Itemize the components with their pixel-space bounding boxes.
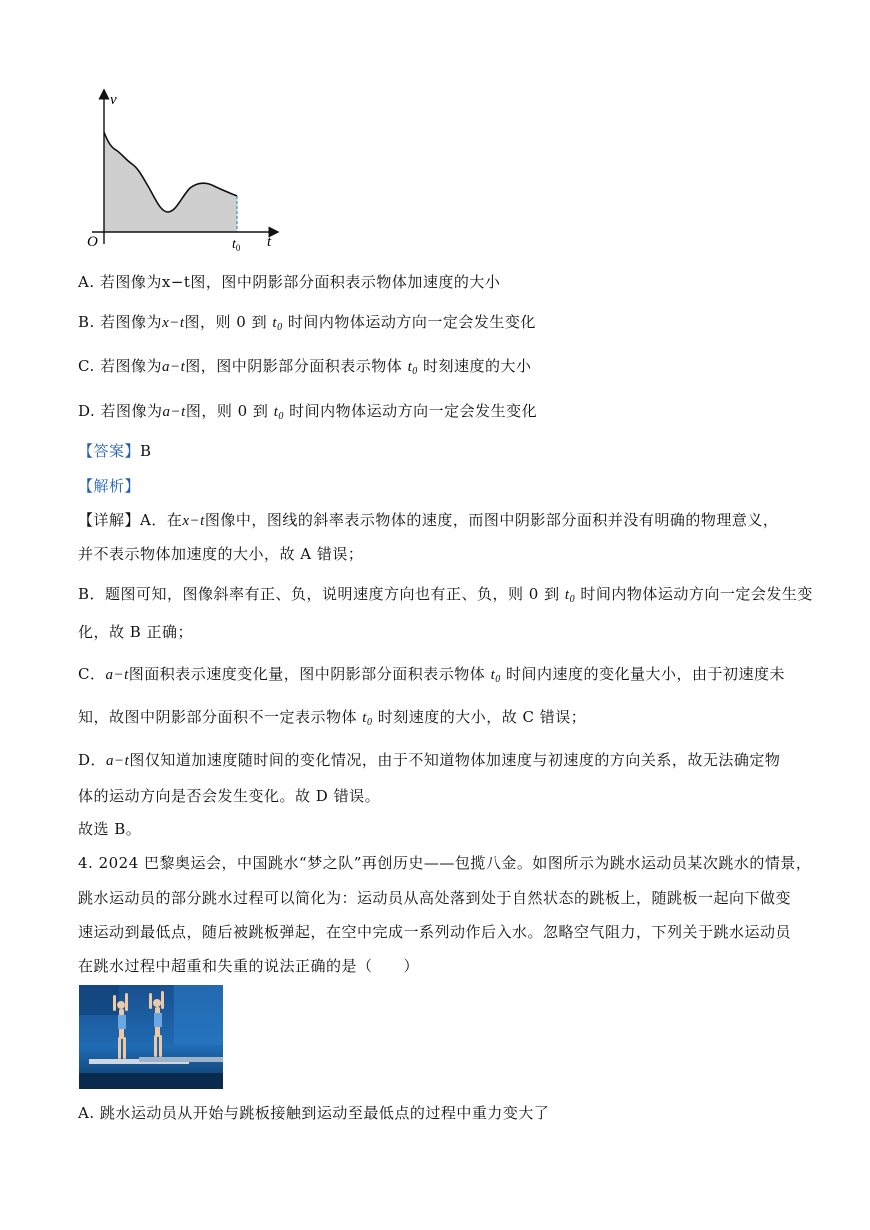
y-axis-label: v <box>110 92 117 108</box>
option-a: A. 若图像为x−t图，图中阴影部分面积表示物体加速度的大小 <box>78 273 501 291</box>
detail-c-line1: C．a−t图面积表示速度变化量，图中阴影部分面积表示物体 $t_0$ 时间内速度的变化量大小，由于初速度未 <box>78 665 786 685</box>
t0-symbol: $t_0$ <box>490 667 501 685</box>
detail-a-line1: 【详解】A．在x−t图像中，图线的斜率表示物体的速度，而图中阴影部分面积并没有明确的物理意义， <box>78 511 779 529</box>
option-b: B. 若图像为x−t图，则 0 到 $t_0$ 时间内物体运动方向一定会发生变化 <box>78 313 536 333</box>
answer-tag: 【答案】 <box>78 442 141 460</box>
diving-photo <box>79 985 223 1089</box>
q4-line4: 在跳水过程中超重和失重的说法正确的是（ ） <box>78 957 420 975</box>
q4-line1: 4. 2024 巴黎奥运会，中国跳水“梦之队”再创历史——包揽八金。如图所示为跳水运动员某次跳水的情景， <box>78 854 812 872</box>
answer <box>78 441 152 461</box>
v-t-graph <box>78 88 288 258</box>
detail-b-line2: 化，故 B 正确； <box>78 623 194 641</box>
detail-d-line1: D．a−t图仅知道加速度随时间的变化情况，由于不知道物体加速度与初速度的方向关系，故无法确定物 <box>78 751 781 769</box>
t0-symbol: $t_0$ <box>272 315 283 333</box>
conclusion: 故选 B。 <box>78 820 142 838</box>
q4-line3: 速运动到最低点，随后被跳板弹起，在空中完成一系列动作后入水。忽略空气阻力，下列关于跳水运动员 <box>78 923 792 941</box>
shaded-area <box>104 132 237 232</box>
t0-label: $t_0$ <box>232 237 241 253</box>
detail-b-line1: B．题图可知，图像斜率有正、负，说明速度方向也有正、负，则 0 到 $t_0$ 时间内物体运动方向一定会发生变 <box>78 585 813 605</box>
x-axis-label: t <box>267 234 272 250</box>
q4-option-a: A. 跳水运动员从开始与跳板接触到运动至最低点的过程中重力变大了 <box>78 1104 550 1122</box>
t0-symbol: $t_0$ <box>407 359 418 377</box>
option-d: D. 若图像为a−t图，则 0 到 $t_0$ 时间内物体运动方向一定会发生变化 <box>78 402 538 422</box>
q4-line2: 跳水运动员的部分跳水过程可以简化为：运动员从高处落到处于自然状态的跳板上，随跳板一起向下做变 <box>78 889 792 907</box>
option-c: C. 若图像为a−t图，图中阴影部分面积表示物体 $t_0$ 时刻速度的大小 <box>78 357 532 377</box>
detail-d-line2: 体的运动方向是否会发生变化。故 D 错误。 <box>78 787 381 805</box>
detail-a-line2: 并不表示物体加速度的大小，故 A 错误； <box>78 545 364 563</box>
t0-symbol: $t_0$ <box>564 587 576 605</box>
t0-symbol: $t_0$ <box>362 710 373 728</box>
answer-value: B <box>140 442 152 460</box>
t0-symbol: $t_0$ <box>273 404 284 422</box>
analysis-tag: 【解析】 <box>78 477 141 495</box>
detail-c-line2: 知，故图中阴影部分面积不一定表示物体 $t_0$ 时刻速度的大小，故 C 错误； <box>78 708 587 728</box>
origin-label: O <box>87 234 98 250</box>
